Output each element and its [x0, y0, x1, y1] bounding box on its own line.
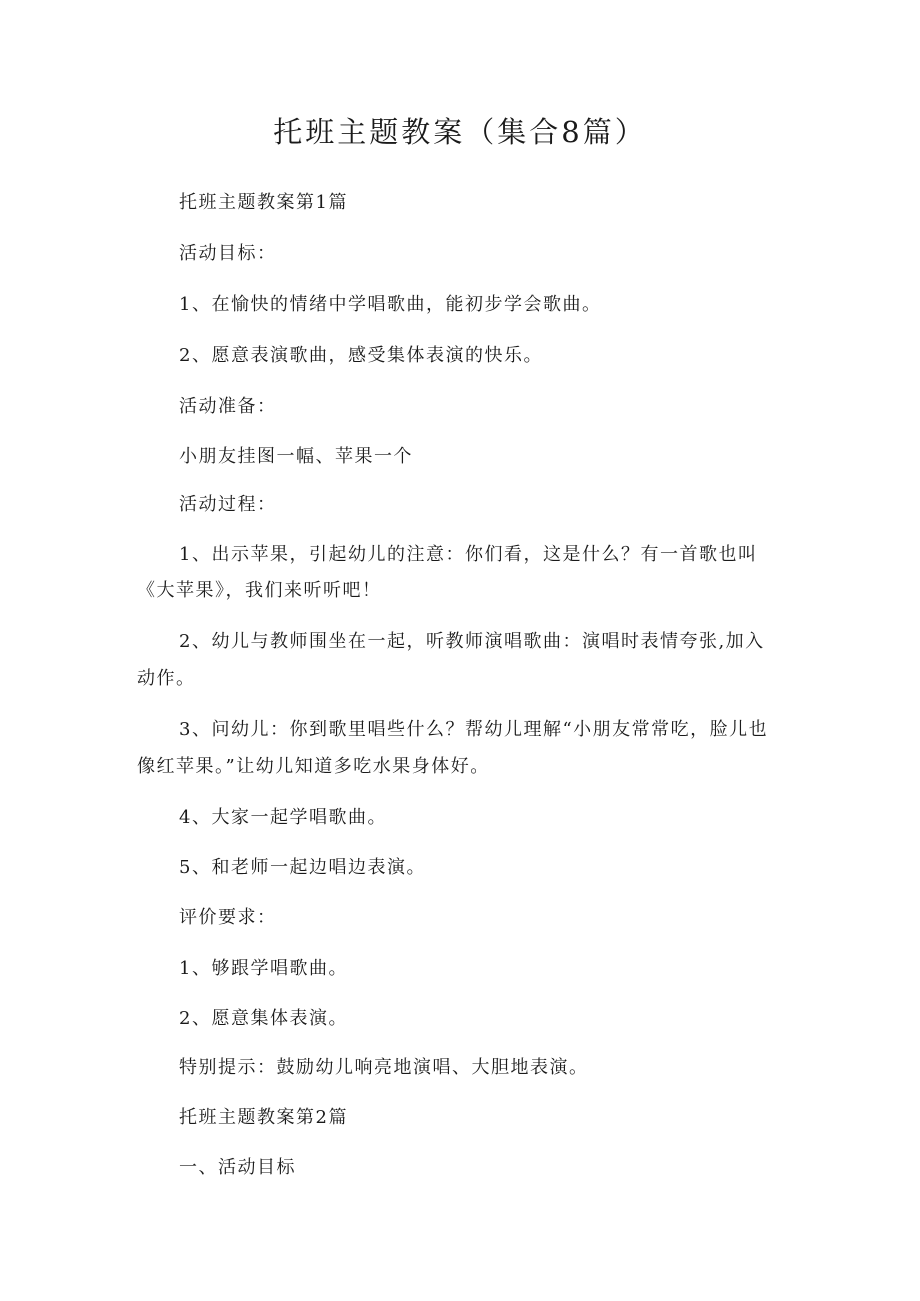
- paragraph-step-2-line-1: 2、幼儿与教师围坐在一起，听教师演唱歌曲：演唱时表情夸张,加入: [179, 631, 765, 652]
- paragraph-step-5: 5、和老师一起边唱边表演。: [179, 857, 426, 878]
- paragraph-goal-2: 2、愿意表演歌曲，感受集体表演的快乐。: [179, 345, 543, 366]
- paragraph-goal-1: 1、在愉快的情绪中学唱歌曲，能初步学会歌曲。: [179, 294, 602, 315]
- paragraph-evaluation-1: 1、够跟学唱歌曲。: [179, 958, 348, 979]
- paragraph-special-note: 特别提示：鼓励幼儿响亮地演唱、大胆地表演。: [179, 1057, 589, 1078]
- paragraph-activity-goals: 活动目标：: [179, 243, 277, 264]
- section-heading-1: 托班主题教案第1篇: [179, 192, 348, 213]
- paragraph-evaluation: 评价要求：: [179, 907, 277, 928]
- paragraph-step-4: 4、大家一起学唱歌曲。: [179, 807, 387, 828]
- paragraph-step-3-line-1: 3、问幼儿：你到歌里唱些什么？帮幼儿理解“小朋友常常吃，脸儿也: [179, 719, 769, 740]
- paragraph-step-1-line-1: 1、出示苹果，引起幼儿的注意：你们看，这是什么？有一首歌也叫: [179, 544, 758, 565]
- paragraph-activity-process: 活动过程：: [179, 494, 277, 515]
- paragraph-step-3-line-2: 像红苹果。”让幼儿知道多吃水果身体好。: [137, 756, 490, 777]
- paragraph-section-2-goals: 一、活动目标: [179, 1157, 296, 1178]
- section-heading-2: 托班主题教案第2篇: [179, 1107, 348, 1128]
- paragraph-step-1-line-2: 《大苹果》，我们来听听吧！: [137, 580, 382, 601]
- document-title: 托班主题教案（集合8篇）: [273, 115, 647, 149]
- paragraph-step-2-line-2: 动作。: [137, 668, 196, 689]
- paragraph-prep-items: 小朋友挂图一幅、苹果一个: [179, 446, 413, 467]
- paragraph-evaluation-2: 2、愿意集体表演。: [179, 1008, 348, 1029]
- paragraph-activity-prep: 活动准备：: [179, 396, 277, 417]
